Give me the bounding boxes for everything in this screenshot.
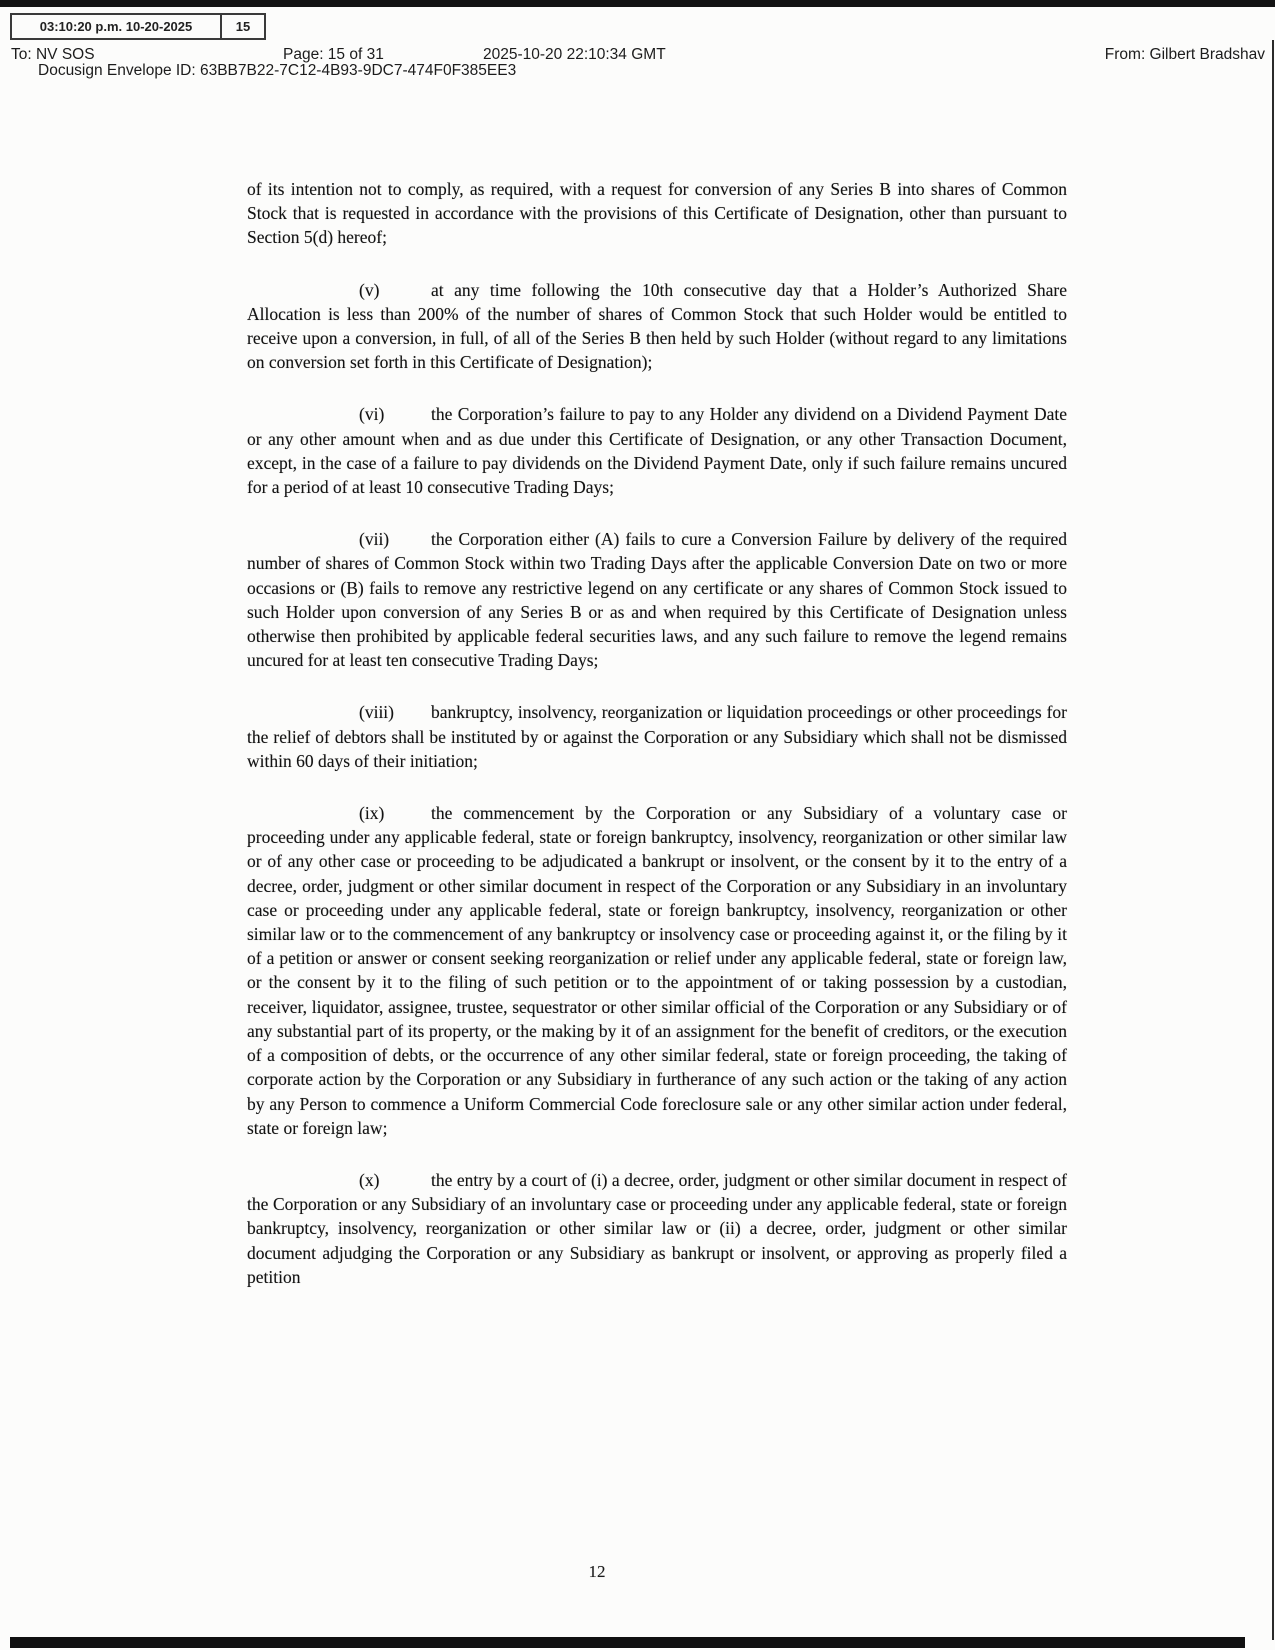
scan-top-border bbox=[0, 0, 1275, 7]
fax-timestamp-gmt: 2025-10-20 22:10:34 GMT bbox=[483, 46, 666, 63]
clause-marker: (viii) bbox=[359, 702, 394, 723]
fax-page-info: Page: 15 of 31 bbox=[283, 46, 384, 63]
paragraph-text: of its intention not to comply, as required, with a request for conversion of any Series B into shares of Common Stock that is requested in accordance with the provisions of this Certificate of Designation, other than pursuant to Section 5(d) hereof; bbox=[247, 179, 1067, 248]
body-paragraph-x bbox=[247, 1168, 1067, 1289]
clause-marker: (ix) bbox=[359, 803, 385, 824]
docusign-envelope-id: Docusign Envelope ID: 63BB7B22-7C12-4B93-9DC7-474F0F385EE3 bbox=[38, 62, 517, 79]
body-paragraph-intro bbox=[247, 177, 1067, 250]
fax-page-number-stamp: 15 bbox=[235, 19, 251, 34]
clause-marker: (v) bbox=[359, 279, 380, 300]
clause-marker: (x) bbox=[359, 1169, 380, 1190]
fax-sender: From: Gilbert Bradshav bbox=[1104, 46, 1265, 63]
paragraph-text: the commencement by the Corporation or any Subsidiary of a voluntary case or proceeding under any applicable federal, state or foreign bankruptcy, insolvency, reorganization or other similar law or of any other case or proceeding to be adjudicated a bankrupt or insolvent, or the consent by it to the entry of a decree, order, judgment or other similar document in respect of the Corporation or any Subsidiary in an involuntary case or proceeding under any applicable federal, state or foreign bankruptcy, insolvency, reorganization or other similar law or to the commencement of any bankruptcy or insolvency case or proceeding against it, or the filing by it of a petition or answer or consent seeking reorganization or relief under any applicable federal, state or foreign law, or the consent by it to the filing of such petition or to the appointment of or taking possession by a custodian, receiver, liquidator, assignee, trustee, sequestrator or other similar official of the Corporation or any Subsidiary or of any substantial part of its property, or the making by it of an assignment for the benefit of creditors, or the execution of a composition of debts, or the occurrence of any other similar federal, state or foreign proceeding, the taking of corporate action by the Corporation or any Subsidiary in furtherance of any such action or the taking of any action by any Person to commence a Uniform Commercial Code foreclosure sale or any other similar action under federal, state or foreign law; bbox=[247, 803, 1067, 1138]
body-paragraph-ix bbox=[247, 801, 1067, 1140]
body-paragraph-viii bbox=[247, 700, 1067, 773]
body-paragraph-vi bbox=[247, 402, 1067, 499]
paragraph-text: the entry by a court of (i) a decree, order, judgment or other similar document in respect of the Corporation or any Subsidiary of an involuntary case or proceeding under any applicable federal, state or foreign bankruptcy, insolvency, reorganization or other similar law or (ii) a decree, order, judgment or other similar document adjudging the Corporation or any Subsidiary as bankrupt or insolvent, or approving as properly filed a petition bbox=[247, 1169, 1067, 1287]
scan-right-edge-line bbox=[1272, 40, 1274, 1640]
body-paragraph-v bbox=[247, 278, 1067, 375]
paragraph-text: the Corporation either (A) fails to cure a Conversion Failure by delivery of the required number of shares of Common Stock within two Trading Days after the applicable Conversion Date on two or more occasions or (B) fails to remove any restrictive legend on any certificate or any shares of Common Stock issued to such Holder upon conversion of any Series B or as and when required by this Certificate of Designation unless otherwise then prohibited by applicable federal securities laws, and any such failure to remove the legend remains uncured for at least ten consecutive Trading Days; bbox=[247, 529, 1067, 671]
fax-recipient: To: NV SOS bbox=[11, 46, 95, 63]
scan-bottom-border bbox=[10, 1637, 1245, 1648]
clause-marker: (vii) bbox=[359, 529, 390, 550]
body-paragraph-vii bbox=[247, 527, 1067, 672]
fax-timestamp: 03:10:20 p.m. 10-20-2025 bbox=[12, 15, 222, 38]
document-page-number: 12 bbox=[588, 1562, 606, 1581]
paragraph-text: bankruptcy, insolvency, reorganization or liquidation proceedings or other proceedings for the relief of debtors shall be instituted by or against the Corporation or any Subsidiary which shall not be dismissed within 60 days of their initiation; bbox=[247, 702, 1067, 771]
fax-timestamp-box bbox=[10, 13, 266, 40]
clause-marker: (vi) bbox=[359, 404, 385, 425]
paragraph-text: at any time following the 10th consecutive day that a Holder’s Authorized Share Allocation is less than 200% of the number of shares of Common Stock that such Holder would be entitled to receive upon a conversion, in full, of all of the Series B then held by such Holder (without regard to any limitations on conversion set forth in this Certificate of Designation); bbox=[247, 279, 1067, 373]
paragraph-text: the Corporation’s failure to pay to any Holder any dividend on a Dividend Payment Date or any other amount when and as due under this Certificate of Designation, or any other Transaction Document, except, in the case of a failure to pay dividends on the Dividend Payment Date, only if such failure remains uncured for a period of at least 10 consecutive Trading Days; bbox=[247, 404, 1067, 498]
document-body bbox=[247, 177, 1067, 1317]
